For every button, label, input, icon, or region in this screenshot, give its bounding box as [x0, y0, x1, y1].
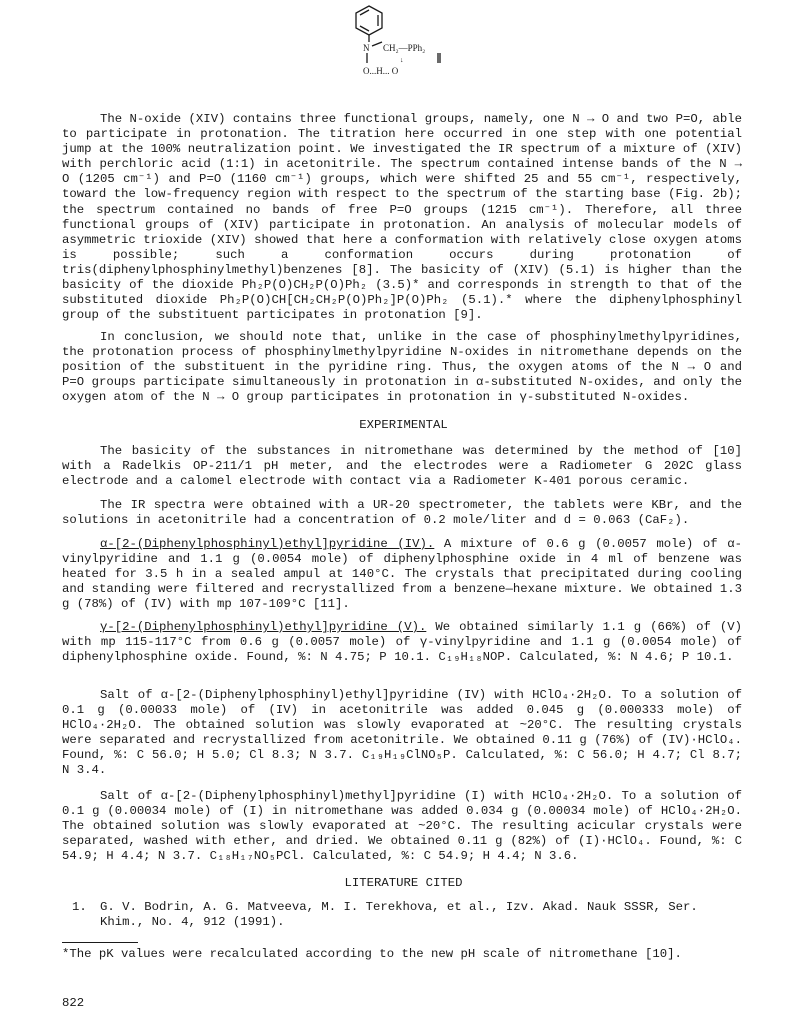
paragraph-ir-spectra: The IR spectra were obtained with a UR-20 spectrometer, the tablets were KBr, and the solutions in acetonitrile had a concentration of 0.2 mole/liter and d = 0.063 (CaF₂). [62, 498, 742, 528]
compound-v-title: γ-[2-(Diphenylphosphinyl)ethyl]pyridine (V). [100, 620, 427, 634]
paragraph-conclusion: In conclusion, we should note that, unlike in the case of phosphinylmethylpyridines, the protonation process of phosphinylmethylpyridine N-oxides in nitromethane depends on the position of the substituent in the pyridine ring. Thus, the oxygen atoms of the N → O and P=O groups participate simultaneously in protonation in α-substituted N-oxides, and only the oxygen atom of the N → O group participates in protonation in γ-substituted N-oxides. [62, 330, 742, 405]
experimental-heading: EXPERIMENTAL [359, 418, 448, 432]
literature-heading: LITERATURE CITED [344, 876, 463, 890]
salt-i-text: To a solution of 0.1 g (0.00034 mole) of (I) in nitromethane was added 0.034 g (0.00034 mole) of HClO₄·2H₂O. The obtained solution was slowly evaporated at ~20°C. The resulting acicular crystals were separated, washed with ether, and dried. We obtained 0.11 g (82%) of (I)·HClO₄. Found, %: C 54.9; H 4.4; N 3.7. C₁₈H₁₇NO₅PCl. Calculated, %: C 54.9; H 4.4; N 3.6. [62, 789, 742, 864]
reference-item [62, 900, 742, 930]
compound-iv-text: A mixture of 0.6 g (0.0057 mole) of α-vinylpyridine and 1.1 g (0.0054 mole) of diphenylphosphine oxide in 4 ml of benzene was heated for 3.5 h in a sealed ampul at 140°C. The crystals that precipitated during cooling and standing were filtered and recrystallized from a benzene—hexane mixture. We obtained 1.3 g (78%) of (IV) with mp 107-109°C [11]. [62, 537, 743, 612]
paragraph-compound-v [62, 620, 742, 665]
hydrogen-bond-line: O...H... O [363, 66, 399, 76]
group-right-label: CH₂—PPh₂ [383, 43, 426, 53]
ch2-bond [372, 42, 382, 46]
salt-iv-title: Salt of α-[2-(Diphenylphosphinyl)ethyl]pyridine (IV) with HClO₄·2H₂O. [100, 688, 614, 702]
salt-i-title: Salt of α-[2-(Diphenylphosphinyl)methyl]pyridine (I) with HClO₄·2H₂O. [100, 789, 614, 803]
compound-v-text: We obtained similarly 1.1 g (66%) of (V) with mp 115-117°C from 0.6 g (0.0057 mole) of γ-vinylpyridine and 1.1 g (0.0054 mole) of diphenylphosphine oxide. Found, %: N 4.75; P 10.1. C₁₉H₁₈NOP. Calculated, %: N 4.6; P 10.1. [62, 620, 742, 665]
compound-iv-title: α-[2-(Diphenylphosphinyl)ethyl]pyridine (IV). [100, 537, 435, 551]
reference-text: G. V. Bodrin, A. G. Matveeva, M. I. Terekhova, et al., Izv. Akad. Nauk SSSR, Ser. Khim., No. 4, 912 (1991). [100, 900, 698, 930]
chemical-structure [352, 4, 462, 82]
paragraph-salt-iv [62, 688, 742, 779]
footnote: *The pK values were recalculated according to the new pH scale of nitromethane [10]. [62, 947, 682, 961]
paragraph-n-oxide-xiv: The N-oxide (XIV) contains three functional groups, namely, one N → O and two P=O, able to participate in protonation. The titration here occurred in one step with one potential jump at the 100% neutralization point. We investigated the IR spectrum of a mixture of (XIV) with perchloric acid (1:1) in acetonitrile. The spectrum contained intense bands of the N → O (1205 cm⁻¹) and P=O (1160 cm⁻¹) groups, which were shifted 25 and 55 cm⁻¹, respectively, toward the low-frequency region with respect to the spectrum of the starting base (Fig. 2b); the spectrum contained no bands of free P=O groups (1215 cm⁻¹). Therefore, all three functional groups of (XIV) participate in protonation. An analysis of molecular models of asymmetric trioxide (XIV) showed that here a conformation with relatively close oxygen atoms is possible; such a conformation occurs during protonation of tris(diphenylphosphinylmethyl)benzenes [8]. The basicity of (XIV) (5.1) is higher than the basicity of the dioxide Ph₂P(O)CH₂P(O)Ph₂ (3.5)* and corresponds in strength to that of the substituted dioxide Ph₂P(O)CH[CH₂CH₂P(O)Ph₂]P(O)Ph₂ (5.1).* where the diphenylphosphinyl group of the substituent participates in protonation [9]. [62, 112, 743, 323]
paragraph-salt-i [62, 789, 742, 864]
salt-iv-text: To a solution of 0.1 g (0.00033 mole) of (IV) in acetonitrile was added 0.045 g (0.000333 mole) of HClO₄·2H₂O. The obtained solution was slowly evaporated at ~20°C. The resulting crystals were separated and recrystallized from acetonitrile. We obtained 0.11 g (76%) of (IV)·HClO₄. Found, %: C 56.0; H 5.0; Cl 8.3; N 3.7. C₁₉H₁₉ClNO₅P. Calculated, %: C 56.0; H 4.7; Cl 8.7; N 3.4. [62, 688, 742, 778]
paragraph-basicity-method: The basicity of the substances in nitromethane was determined by the method of [10] with a Radelkis OP-211/1 pH meter, and the electrodes were a Radiometer G 202C glass electrode and a calomel electrode with contact via a Radiometer K-401 porous ceramic. [62, 444, 742, 489]
reference-number: 1. [72, 900, 87, 914]
footnote-rule [62, 942, 138, 943]
paragraph-compound-iv [62, 537, 742, 612]
page-number: 822 [62, 996, 85, 1010]
atom-n-label: N [363, 43, 370, 53]
bond-label: ↓ [400, 56, 404, 64]
